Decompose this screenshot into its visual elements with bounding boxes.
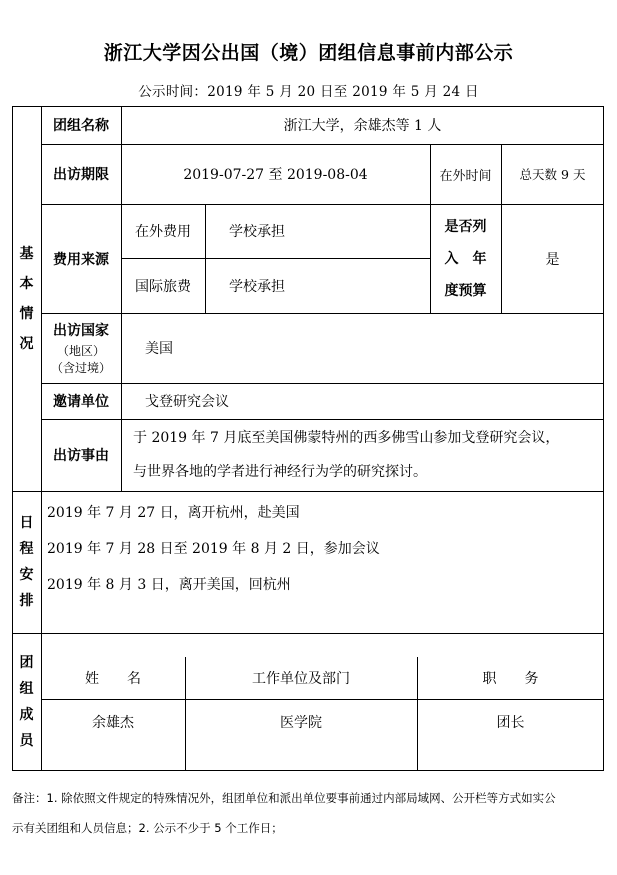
purpose-label: 出访事由 <box>53 448 109 464</box>
member-role: 团长 <box>496 714 525 731</box>
schedule-item: 2019 年 7 月 27 日，离开杭州，赴美国 <box>47 505 300 521</box>
schedule-item: 2019 年 7 月 28 日至 2019 年 8 月 2 日，参加会议 <box>47 541 380 557</box>
notes <box>12 783 608 843</box>
visit-period-label: 出访期限 <box>53 167 109 183</box>
host-value: 戈登研究会议 <box>145 394 229 410</box>
abroad-time-label: 在外时间 <box>439 168 492 184</box>
info-table <box>12 106 604 770</box>
notes-line-1: 备注：1. 除依照文件规定的特殊情况外，组团单位和派出单位要事前通过内部局域网、公开栏等方式如实公 <box>12 791 556 805</box>
intl-travel-label: 国际旅费 <box>135 278 191 295</box>
member-unit: 医学院 <box>280 714 322 731</box>
members-col-unit: 工作单位及部门 <box>252 671 350 687</box>
abroad-cost-label: 在外费用 <box>135 224 191 240</box>
group-name-value: 浙江大学，余雄杰等 1 人 <box>283 118 442 134</box>
publicity-period: 公示时间：2019 年 5 月 20 日至 2019 年 5 月 24 日 <box>138 84 479 100</box>
schedule-list <box>41 491 604 633</box>
visit-period-value: 2019-07-27 至 2019-08-04 <box>183 167 368 183</box>
country-label: 出访国家 （地区） （含过境） <box>50 323 111 375</box>
schedule-item: 2019 年 8 月 3 日，离开美国，回杭州 <box>47 577 291 593</box>
page-title: 浙江大学因公出国（境）团组信息事前内部公示 <box>103 42 514 64</box>
schedule-section-label: 日 程 安 排 <box>19 515 34 609</box>
country-value: 美国 <box>145 341 173 357</box>
budget-label: 是否列 入 年 度预算 <box>444 218 487 299</box>
members-col-role: 职 务 <box>482 671 539 687</box>
abroad-cost-value: 学校承担 <box>229 224 285 240</box>
intl-travel-value: 学校承担 <box>229 278 285 295</box>
basic-section-label: 基 本 情 况 <box>19 245 34 352</box>
member-name: 余雄杰 <box>92 714 134 731</box>
funding-label: 费用来源 <box>53 251 109 268</box>
members-col-name: 姓 名 <box>85 671 141 687</box>
purpose-value: 于 2019 年 7 月底至美国佛蒙特州的西多佛雪山参加戈登研究会议， 与世界各地的学者进行神经行为学的研究探讨。 <box>133 430 560 480</box>
abroad-time-value: 总天数 9 天 <box>519 167 586 182</box>
notes-line-2: 示有关团组和人员信息；2. 公示不少于 5 个工作日； <box>12 821 283 835</box>
budget-value: 是 <box>545 251 560 268</box>
group-name-label: 团组名称 <box>53 118 109 134</box>
host-label: 邀请单位 <box>53 394 109 410</box>
members-section-label: 团 组 成 员 <box>19 654 34 749</box>
